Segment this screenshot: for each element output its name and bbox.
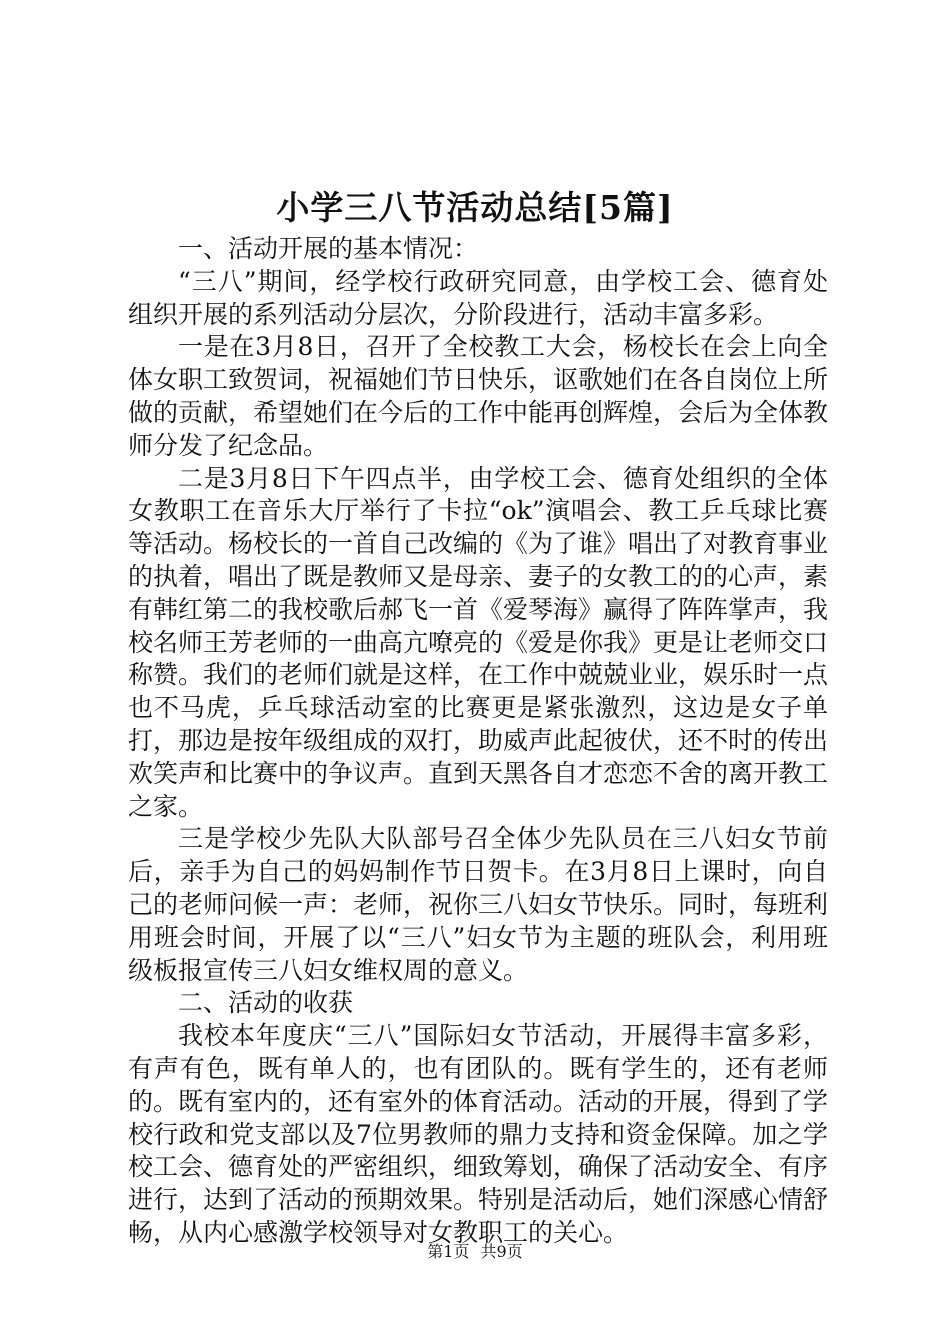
- document-body: [128, 233, 828, 1250]
- paragraph-third-activity: 三是学校少先队大队部号召全体少先队员在三八妇女节前后，亲手为自己的妈妈制作节日贺卡。在3月8日上课时，向自己的老师问候一声：老师，祝你三八妇女节快乐。同时，每班利用班会时间，开展了以“三八”妇女节为主题的班队会，利用班级板报宣传三八妇女维权周的意义。: [128, 824, 829, 985]
- section-heading-2: 二、活动的收获: [178, 988, 354, 1018]
- paragraph-second-activity: 二是3月8日下午四点半，由学校工会、德育处组织的全体女教职工在音乐大厅举行了卡拉“ok”演唱会、教工乒乓球比赛等活动。杨校长的一首自己改编的《为了谁》唱出了对教育事业的执着，唱出了既是教师又是母亲、妻子的女教工的的心声，素有韩红第二的我校歌后郝飞一首《爱琴海》赢得了阵阵掌声，我校名师王芳老师的一曲高亢嘹亮的《爱是你我》更是让老师交口称赞。我们的老师们就是这样，在工作中兢兢业业，娱乐时一点也不马虎，乒乓球活动室的比赛更是紧张激烈，这边是女子单打，那边是按年级组成的双打，助威声此起彼伏，还不时的传出欢笑声和比赛中的争议声。直到天黑各自才恋恋不舍的离开教工之家。: [128, 463, 829, 821]
- page-number: 第1页: [427, 1242, 470, 1261]
- document-title: 小学三八节活动总结[5篇]: [276, 188, 674, 227]
- section-heading-1: 一、活动开展的基本情况：: [178, 234, 479, 263]
- paragraph-harvest: 我校本年度庆“三八”国际妇女节活动，开展得丰富多彩，有声有色，既有单人的，也有团队的。既有学生的，还有老师的。既有室内的，还有室外的体育活动。活动的开展，得到了学校行政和党支部以及7位男教师的鼎力支持和资金保障。加之学校工会、德育处的严密组织，细致筹划，确保了活动安全、有序进行，达到了活动的预期效果。特别是活动后，她们深感心情舒畅，从内心感激学校领导对女教职工的关心。: [128, 1021, 829, 1247]
- page-footer: [0, 1240, 950, 1264]
- page-total: 共9页: [480, 1242, 523, 1261]
- paragraph-overview: “三八”期间，经学校行政研究同意，由学校工会、德育处组织开展的系列活动分层次，分阶段进行，活动丰富多彩。: [128, 266, 828, 329]
- paragraph-first-activity: 一是在3月8日，召开了全校教工大会，杨校长在会上向全体女职工致贺词，祝福她们节日快乐，讴歌她们在各自岗位上所做的贡献，希望她们在今后的工作中能再创辉煌，会后为全体教师分发了纪念品。: [128, 332, 829, 460]
